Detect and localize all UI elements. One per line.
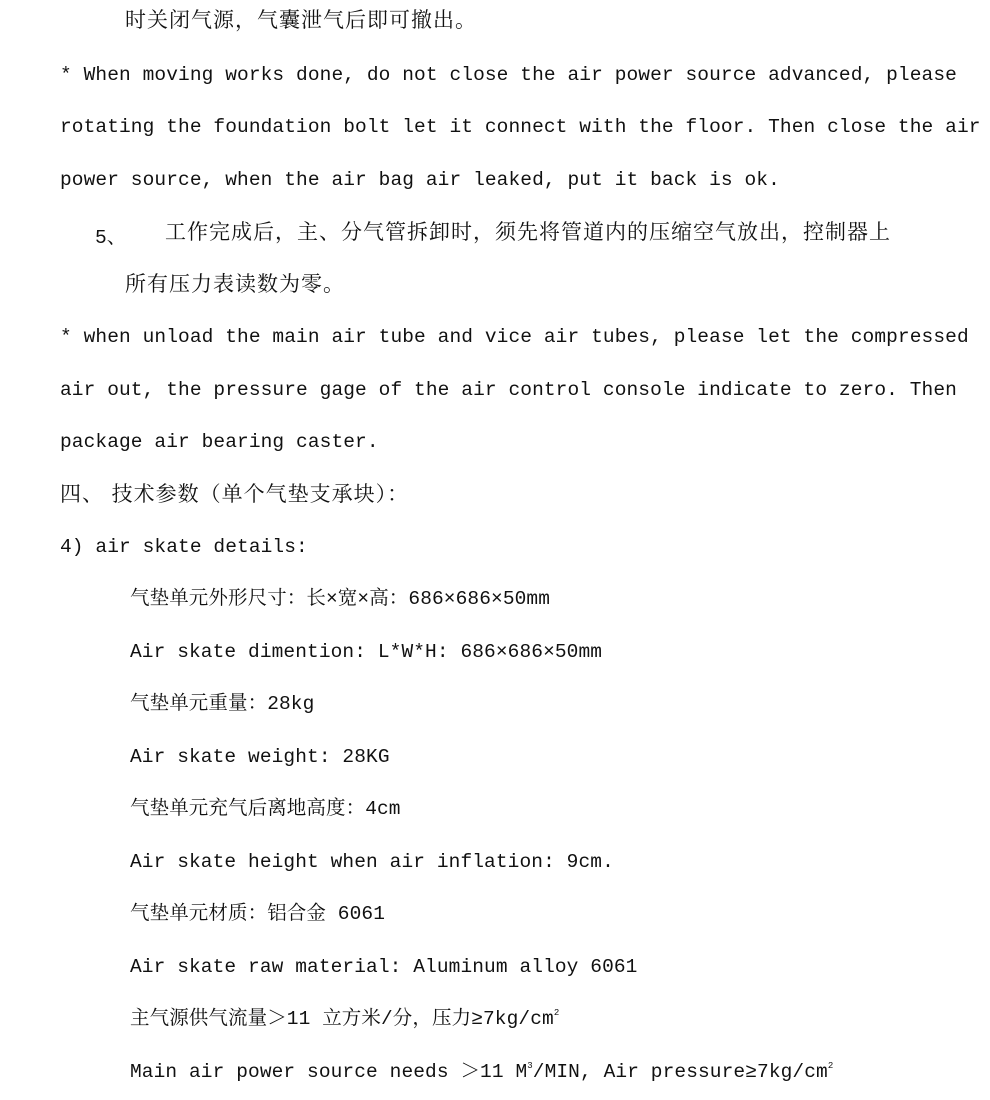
section-heading-cn: 四、 技术参数（单个气垫支承块）： <box>60 482 410 506</box>
list-number-5: 5、 <box>95 227 127 249</box>
text-line-en-5: air out, the pressure gage of the air control console indicate to zero. Then <box>60 379 957 401</box>
spec-dimension-cn: 气垫单元外形尺寸：长×宽×高：686×686×50mm <box>130 588 551 610</box>
spec-height-cn: 气垫单元充气后离地高度：4cm <box>130 798 401 820</box>
text-line-cn-1: 时关闭气源，气囊泄气后即可撤出。 <box>125 8 477 32</box>
text-line-en-4: * when unload the main air tube and vice air tubes, please let the compressed <box>60 326 969 348</box>
spec-weight-en: Air skate weight: 28KG <box>130 746 390 768</box>
spec-weight-cn: 气垫单元重量：28kg <box>130 693 315 715</box>
spec-height-en: Air skate height when air inflation: 9cm. <box>130 851 614 873</box>
spec-air-source-en-text-b: /MIN, Air pressure≥7kg/cm <box>532 1061 828 1083</box>
spec-air-source-cn-text: 主气源供气流量＞11 立方米/分，压力≥7kg/cm <box>130 1008 554 1030</box>
text-line-en-2: rotating the foundation bolt let it connect with the floor. Then close the air <box>60 116 981 138</box>
superscript-2: 2 <box>553 1008 560 1018</box>
text-line-en-6: package air bearing caster. <box>60 431 379 453</box>
spec-dimension-en: Air skate dimention: L*W*H: 686×686×50mm <box>130 641 603 663</box>
spec-air-source-en-text-a: Main air power source needs ＞11 M <box>130 1061 528 1083</box>
text-line-cn-3: 所有压力表读数为零。 <box>125 272 345 296</box>
spec-material-en: Air skate raw material: Aluminum alloy 6061 <box>130 956 638 978</box>
section-heading-en: 4) air skate details: <box>60 536 308 558</box>
superscript-3: 3 <box>527 1061 533 1071</box>
text-line-en-1: * When moving works done, do not close the air power source advanced, please <box>60 64 957 86</box>
superscript-2: 2 <box>827 1061 834 1071</box>
spec-material-cn: 气垫单元材质：铝合金 6061 <box>130 903 386 925</box>
spec-air-source-cn <box>130 1007 559 1031</box>
spec-air-source-en <box>130 1060 833 1084</box>
text-line-cn-2: 工作完成后，主、分气管拆卸时，须先将管道内的压缩空气放出，控制器上 <box>165 220 891 244</box>
text-line-en-3: power source, when the air bag air leaked, put it back is ok. <box>60 169 780 191</box>
